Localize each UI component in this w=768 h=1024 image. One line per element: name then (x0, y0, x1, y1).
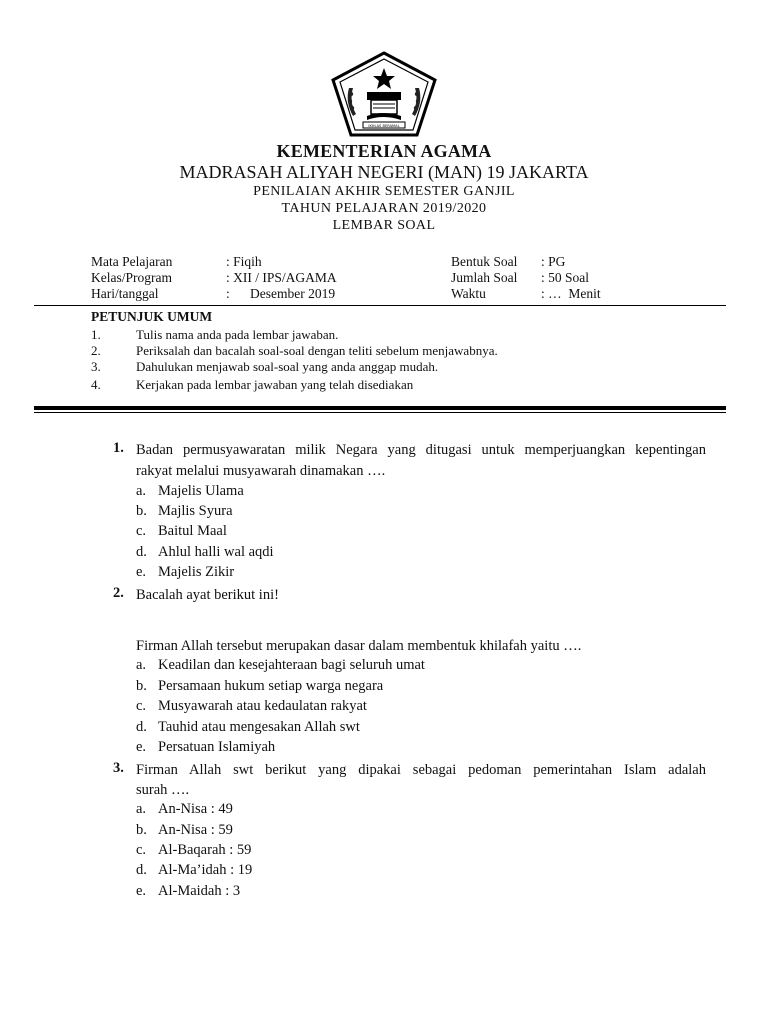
question-text: Badan permusyawaratan milik Negara yang ditugasi untuk memperjuangkan kepentingan (136, 442, 706, 458)
instruction-number: 2. (91, 343, 101, 358)
instruction-number: 3. (91, 359, 101, 374)
option-text: Al-Maidah : 3 (158, 883, 241, 899)
option-letter: c. (136, 698, 147, 714)
info-value-count: : 50 Soal (541, 270, 590, 285)
option-letter: e. (136, 739, 147, 755)
option-text: Majelis Zikir (158, 564, 235, 580)
question-number: 2. (113, 585, 124, 601)
option-text: Tauhid atau mengesakan Allah swt (158, 719, 360, 735)
option-letter: e. (136, 883, 147, 899)
info-value-type: : PG (541, 254, 566, 269)
info-divider (34, 305, 726, 306)
question-text: Firman Allah tersebut merupakan dasar dalam membentuk khilafah yaitu …. (136, 638, 582, 654)
info-value-class: : XII / IPS/AGAMA (226, 270, 337, 285)
option-text: Musyawarah atau kedaulatan rakyat (158, 698, 367, 714)
instruction-number: 4. (91, 377, 101, 392)
option-text: An-Nisa : 59 (158, 822, 233, 838)
option-letter: a. (136, 801, 147, 817)
option-text: Persatuan Islamiyah (158, 739, 276, 755)
question-text: Firman Allah swt berikut yang dipakai sebagai pedoman pemerintahan Islam adalah (136, 762, 706, 778)
option-text: Majelis Ulama (158, 483, 244, 499)
sheet-title: LEMBAR SOAL (332, 218, 436, 233)
option-letter: d. (136, 719, 147, 735)
instruction-text: Periksalah dan bacalah soal-soal dengan teliti sebelum menjawabnya. (136, 343, 498, 358)
question-text: Bacalah ayat berikut ini! (136, 587, 279, 603)
school-name: MADRASAH ALIYAH NEGERI (MAN) 19 JAKARTA (179, 162, 589, 182)
info-label-subject: Mata Pelajaran (91, 254, 173, 269)
option-letter: b. (136, 678, 147, 694)
option-letter: d. (136, 862, 147, 878)
instructions-title: PETUNJUK UMUM (91, 309, 213, 324)
logo-text: IKHLAS BERAMAL (368, 124, 400, 128)
question-number: 3. (113, 760, 124, 776)
kemenag-logo (327, 50, 441, 142)
question-text: rakyat melalui musyawarah dinamakan …. (136, 463, 386, 479)
info-value-time: : … Menit (541, 286, 601, 301)
instruction-number: 1. (91, 327, 101, 342)
option-text: Al-Ma’idah : 19 (158, 862, 253, 878)
thick-divider (34, 406, 726, 410)
option-letter: b. (136, 503, 147, 519)
option-letter: e. (136, 564, 147, 580)
question-number: 1. (113, 440, 124, 456)
option-text: An-Nisa : 49 (158, 801, 233, 817)
question-text: surah …. (136, 782, 190, 798)
info-label-class: Kelas/Program (91, 270, 172, 285)
option-letter: c. (136, 842, 147, 858)
info-label-time: Waktu (451, 286, 486, 301)
thin-divider (34, 412, 726, 413)
option-letter: c. (136, 523, 147, 539)
option-text: Al-Baqarah : 59 (158, 842, 252, 858)
exam-title: PENILAIAN AKHIR SEMESTER GANJIL (253, 184, 515, 199)
option-text: Ahlul halli wal aqdi (158, 544, 274, 560)
info-label-count: Jumlah Soal (451, 270, 518, 285)
ministry-title: KEMENTERIAN AGAMA (276, 141, 492, 161)
option-letter: a. (136, 657, 147, 673)
info-label-date: Hari/tanggal (91, 286, 159, 301)
instruction-text: Tulis nama anda pada lembar jawaban. (136, 327, 339, 342)
option-letter: b. (136, 822, 147, 838)
instruction-text: Dahulukan menjawab soal-soal yang anda anggap mudah. (136, 359, 439, 374)
option-letter: a. (136, 483, 147, 499)
info-label-type: Bentuk Soal (451, 254, 518, 269)
academic-year: TAHUN PELAJARAN 2019/2020 (281, 201, 487, 216)
option-text: Keadilan dan kesejahteraan bagi seluruh umat (158, 657, 425, 673)
info-value-date: : Desember 2019 (226, 286, 336, 301)
option-letter: d. (136, 544, 147, 560)
option-text: Persamaan hukum setiap warga negara (158, 678, 384, 694)
option-text: Baitul Maal (158, 523, 227, 539)
instruction-text: Kerjakan pada lembar jawaban yang telah disediakan (136, 377, 414, 392)
option-text: Majlis Syura (158, 503, 233, 519)
info-value-subject: : Fiqih (226, 254, 262, 269)
